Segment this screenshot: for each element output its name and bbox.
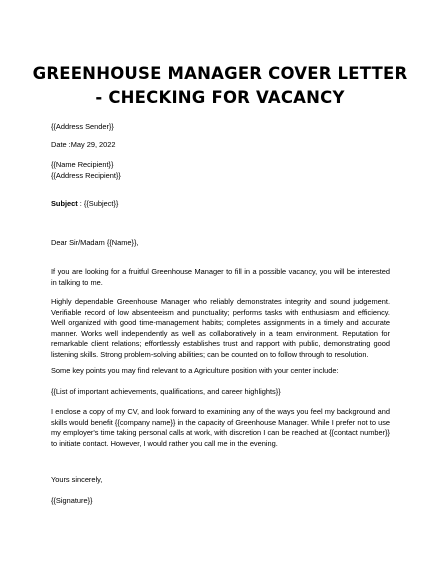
subject-label: Subject: [51, 199, 78, 208]
subject-line: [51, 199, 118, 208]
paragraph-achievements: {{List of important achievements, qualifications, and career highlights}}: [51, 387, 281, 396]
address-sender: {{Address Sender}}: [51, 122, 114, 131]
paragraph-intro: If you are looking for a fruitful Greenhouse Manager to fill in a possible vacancy, you will be interested in talking to me.: [51, 267, 390, 287]
paragraph-qualities: Highly dependable Greenhouse Manager who reliably demonstrates integrity and sound judgement. Verifiable record of low absenteeism and punctuality; performs tasks with enthusiasm and efficiency. Well organized with good time-management habits; completes assignments in a timely and accurate manner. Works well independently as well as collaboratively in a team environment. Reputation for remarkable client relations; effortlessly establishes trust and rapport with public, demonstrating good listening skills. Strong problem-solving abilities; can be counted on to follow through to resolution.: [51, 297, 390, 359]
page-title: GREENHOUSE MANAGER COVER LETTER - CHECKING FOR VACANCY: [32, 64, 408, 107]
salutation: Dear Sir/Madam {{Name}},: [51, 238, 139, 247]
name-recipient: {{Name Recipient}}: [51, 160, 114, 169]
subject-value: : {{Subject}}: [77, 199, 119, 208]
paragraph-closing-details: I enclose a copy of my CV, and look forward to examining any of the ways you feel my background and skills would benefit {{company name}} in the capacity of Greenhouse Manager. While I prefer not to use my employer's time taking personal calls at work, with discretion I can be reached at {{contact number}} to initiate contact. However, I would rather you call me in the evening.: [51, 407, 390, 448]
signature: {{Signature}}: [51, 496, 93, 505]
closing: Yours sincerely,: [51, 475, 103, 484]
date-line: Date :May 29, 2022: [51, 140, 116, 149]
address-recipient: {{Address Recipient}}: [51, 171, 121, 180]
paragraph-key-points: Some key points you may find relevant to a Agriculture position with your center include:: [51, 366, 339, 375]
